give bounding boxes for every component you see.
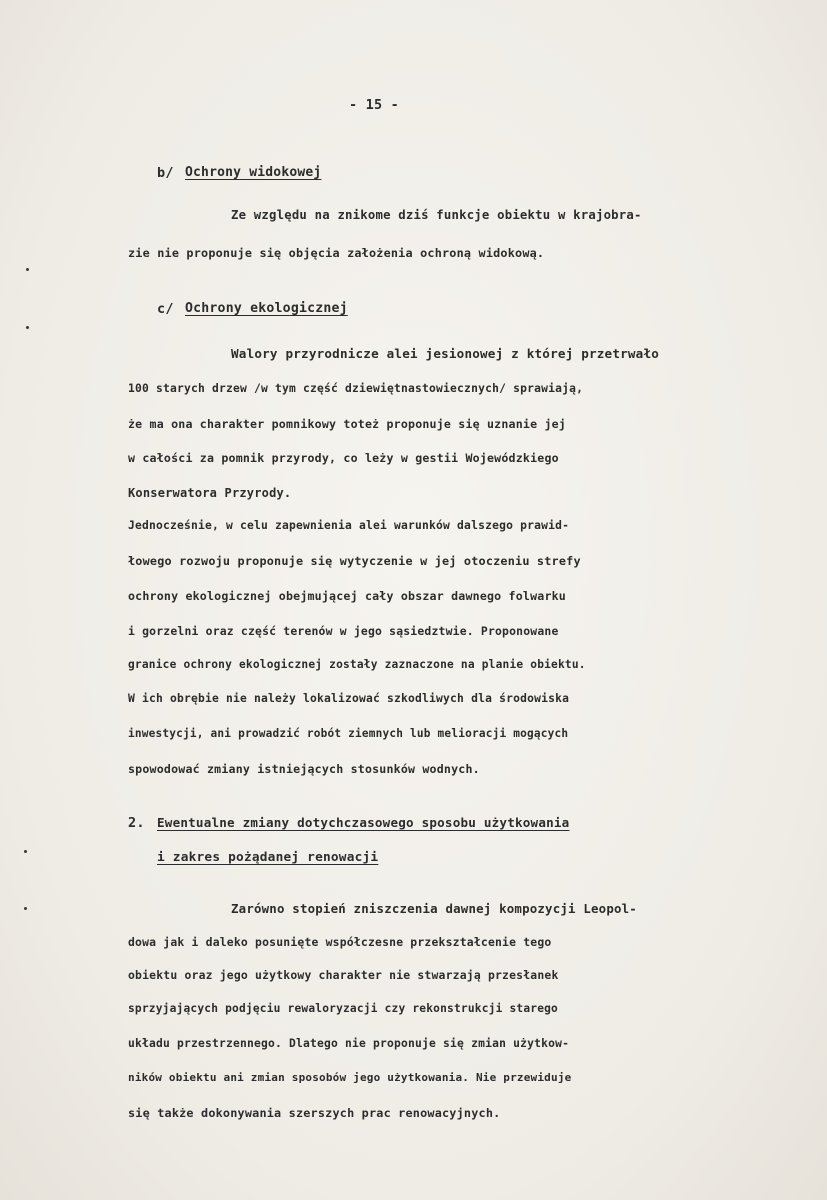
section-b-line: zie nie proponuje się objęcia założenia ochroną widokową.: [128, 246, 545, 260]
section-b-label: b/: [157, 165, 174, 181]
section-2-line: Zarówno stopień zniszczenia dawnej kompozycji Leopol-: [231, 901, 637, 916]
section-c-line: ochrony ekologicznej obejmującej cały obszar dawnego folwarku: [128, 589, 566, 603]
margin-mark: [26, 326, 29, 329]
section-c-line: i gorzelni oraz część terenów w jego sąsiedztwie. Proponowane: [128, 624, 559, 638]
margin-mark: [24, 907, 27, 910]
section-c-line: 100 starych drzew /w tym część dziewiętnastowiecznych/ sprawiają,: [128, 382, 584, 395]
section-2-line: dowa jak i daleko posunięte współczesne przekształcenie tego: [128, 935, 552, 949]
section-c-line: W ich obrębie nie należy lokalizować szkodliwych dla środowiska: [128, 692, 570, 705]
section-2-line: sprzyjających podjęciu rewaloryzacji czy rekonstrukcji starego: [128, 1002, 558, 1015]
section-2-heading: Ewentualne zmiany dotychczasowego sposobu użytkowania: [157, 815, 570, 830]
section-c-line: granice ochrony ekologicznej zostały zaznaczone na planie obiektu.: [128, 658, 586, 671]
section-2-heading-continued: i zakres pożądanej renowacji: [157, 850, 379, 865]
section-c-line: Jednocześnie, w celu zapewnienia alei warunków dalszego prawid-: [128, 519, 570, 532]
section-2-line: się także dokonywania szerszych prac renowacyjnych.: [128, 1106, 501, 1120]
section-b-line: Ze względu na znikome dziś funkcje obiektu w krajobra-: [231, 208, 642, 222]
margin-mark: [26, 268, 29, 271]
section-2-number: 2.: [128, 815, 145, 831]
section-c-line: inwestycji, ani prowadzić robót ziemnych lub melioracji mogących: [128, 727, 569, 740]
section-c-line: łowego rozwoju proponuje się wytyczenie w jej otoczeniu strefy: [128, 554, 581, 568]
section-2-line: ników obiektu ani zmian sposobów jego użytkowania. Nie przewiduje: [128, 1071, 572, 1084]
section-c-label: c/: [157, 301, 174, 317]
section-c-line: spowodować zmiany istniejących stosunków wodnych.: [128, 762, 480, 776]
section-2-line: obiektu oraz jego użytkowy charakter nie stwarzają przesłanek: [128, 968, 559, 982]
section-c-line: że ma ona charakter pomnikowy toteż proponuje się uznanie jej: [128, 417, 566, 431]
section-b-heading: Ochrony widokowej: [185, 165, 322, 180]
section-2-line: układu przestrzennego. Dlatego nie proponuje się zmian użytkow-: [128, 1037, 570, 1050]
section-c-heading: Ochrony ekologicznej: [185, 301, 348, 316]
section-c-line: w całości za pomnik przyrody, co leży w gestii Wojewódzkiego: [128, 451, 559, 465]
page-number: - 15 -: [349, 97, 399, 113]
section-c-line: Walory przyrodnicze alei jesionowej z której przetrwało: [231, 346, 660, 361]
margin-mark: [24, 850, 27, 853]
section-c-line: Konserwatora Przyrody.: [128, 486, 292, 500]
